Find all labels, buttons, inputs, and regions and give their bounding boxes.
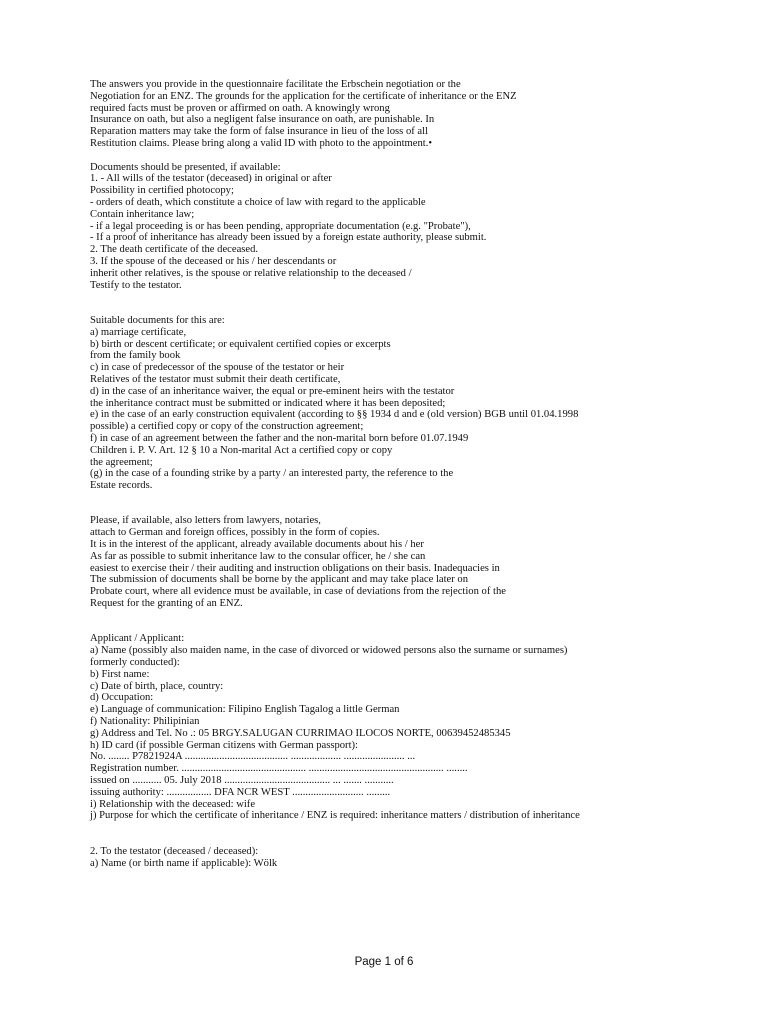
- text-line: - If a proof of inheritance has already been issued by a foreign estate authority, please submit.: [90, 232, 487, 244]
- text-line: As far as possible to submit inheritance law to the consular officer, he / she can: [90, 550, 426, 562]
- paragraph-spacer: [90, 822, 762, 846]
- text-line: 2. The death certificate of the deceased.: [90, 244, 259, 256]
- text-line: required facts must be proven or affirmed on oath. A knowingly wrong: [90, 102, 390, 114]
- text-line: easiest to exercise their / their auditing and instruction obligations on their basis. Inadequacies in: [90, 562, 500, 574]
- section-heading: Suitable documents for this are:: [90, 314, 225, 326]
- text-line: Contain inheritance law;: [90, 208, 195, 220]
- page-footer: [0, 956, 768, 968]
- text-line: Testify to the testator.: [90, 279, 182, 291]
- text-line: The submission of documents shall be borne by the applicant and may take place later on: [90, 574, 469, 586]
- text-line: b) birth or descent certificate; or equivalent certified copies or excerpts: [90, 338, 391, 350]
- paragraph-spacer: [90, 291, 762, 315]
- section-heading: Applicant / Applicant:: [90, 633, 185, 645]
- text-line: 3. If the spouse of the deceased or his / her descendants or: [90, 255, 337, 267]
- form-line: c) Date of birth, place, country:: [90, 680, 224, 692]
- form-line: issued on ........... 05. July 2018 ........................................ ... ....... ...........: [90, 775, 394, 787]
- form-line: a) Name (possibly also maiden name, in the case of divorced or widowed persons also the surname or surnames): [90, 645, 568, 657]
- text-line: It is in the interest of the applicant, already available documents about his / her: [90, 539, 424, 551]
- text-line: a) marriage certificate,: [90, 326, 187, 338]
- paragraph-spacer: [90, 492, 762, 516]
- form-line: d) Occupation:: [90, 692, 154, 704]
- form-line: j) Purpose for which the certificate of inheritance / ENZ is required: inheritance matters / distribution of inheritance: [90, 810, 580, 822]
- text-line: the agreement;: [90, 456, 153, 468]
- text-line: Insurance on oath, but also a negligent false insurance on oath, are punishable. In: [90, 114, 435, 126]
- text-line: attach to German and foreign offices, possibly in the form of copies.: [90, 527, 380, 539]
- form-line: b) First name:: [90, 668, 150, 680]
- intro-paragraph: [90, 79, 762, 150]
- text-line: (g) in the case of a founding strike by a party / an interested party, the reference to the: [90, 468, 454, 480]
- text-line: inherit other relatives, is the spouse or relative relationship to the deceased /: [90, 267, 412, 279]
- form-line: e) Language of communication: Filipino English Tagalog a little German: [90, 704, 400, 716]
- text-line: Negotiation for an ENZ. The grounds for the application for the certificate of inheritance or the ENZ: [90, 90, 517, 102]
- text-line: c) in case of predecessor of the spouse of the testator or heir: [90, 362, 345, 374]
- testator-section: [90, 846, 762, 870]
- text-line: e) in the case of an early construction equivalent (according to §§ 1934 d and e (old version) BGB until 01.04.1998: [90, 409, 579, 421]
- applicant-section: [90, 633, 762, 822]
- document-body: [90, 79, 762, 869]
- form-line: g) Address and Tel. No .: 05 BRGY.SALUGAN CURRIMAO ILOCOS NORTE, 00639452485345: [90, 727, 511, 739]
- text-line: - orders of death, which constitute a choice of law with regard to the applicable: [90, 196, 426, 208]
- text-line: Probate court, where all evidence must be available, in case of deviations from the rejection of the: [90, 586, 506, 598]
- text-line: The answers you provide in the questionnaire facilitate the Erbschein negotiation or the: [90, 79, 461, 90]
- section-heading: 2. To the testator (deceased / deceased):: [90, 845, 259, 857]
- form-line: a) Name (or birth name if applicable): Wölk: [90, 857, 278, 869]
- text-line: the inheritance contract must be submitted or indicated where it has been deposited;: [90, 397, 446, 409]
- text-line: Relatives of the testator must submit their death certificate,: [90, 373, 341, 385]
- text-line: - if a legal proceeding is or has been pending, appropriate documentation (e.g. "Probate"),: [90, 220, 471, 232]
- text-line: f) in case of an agreement between the father and the non-marital born before 01.07.1949: [90, 432, 469, 444]
- section-heading: Documents should be presented, if available:: [90, 161, 281, 173]
- form-line: h) ID card (if possible German citizens with German passport):: [90, 739, 358, 751]
- text-line: Possibility in certified photocopy;: [90, 185, 234, 197]
- form-line: f) Nationality: Philipinian: [90, 716, 200, 728]
- paragraph-spacer: [90, 150, 762, 162]
- text-line: possible) a certified copy or copy of the construction agreement;: [90, 421, 364, 433]
- form-line: formerly conducted):: [90, 657, 180, 669]
- text-line: Restitution claims. Please bring along a valid ID with photo to the appointment.•: [90, 137, 433, 149]
- text-line: from the family book: [90, 350, 181, 362]
- documents-section: [90, 162, 762, 292]
- text-line: d) in the case of an inheritance waiver, the equal or pre-eminent heirs with the testator: [90, 385, 455, 397]
- text-line: Please, if available, also letters from lawyers, notaries,: [90, 515, 321, 527]
- text-line: Estate records.: [90, 480, 153, 492]
- text-line: Request for the granting of an ENZ.: [90, 598, 243, 610]
- suitable-documents-section: [90, 315, 762, 492]
- text-line: Children i. P. V. Art. 12 § 10 a Non-marital Act a certified copy or copy: [90, 444, 393, 456]
- form-line: issuing authority: ................. DFA NCR WEST ........................... .........: [90, 786, 391, 798]
- form-line: No. ........ P7821924A ....................................... ................... ....................... ...: [90, 751, 416, 763]
- form-line: Registration number. ............................................... ................................................... ........: [90, 763, 468, 775]
- text-line: Reparation matters may take the form of false insurance in lieu of the loss of all: [90, 126, 429, 138]
- text-line: 1. - All wills of the testator (deceased) in original or after: [90, 173, 332, 185]
- paragraph-spacer: [90, 610, 762, 634]
- letters-section: [90, 515, 762, 609]
- page-number: Page 1 of 6: [354, 956, 414, 968]
- form-line: i) Relationship with the deceased: wife: [90, 798, 256, 810]
